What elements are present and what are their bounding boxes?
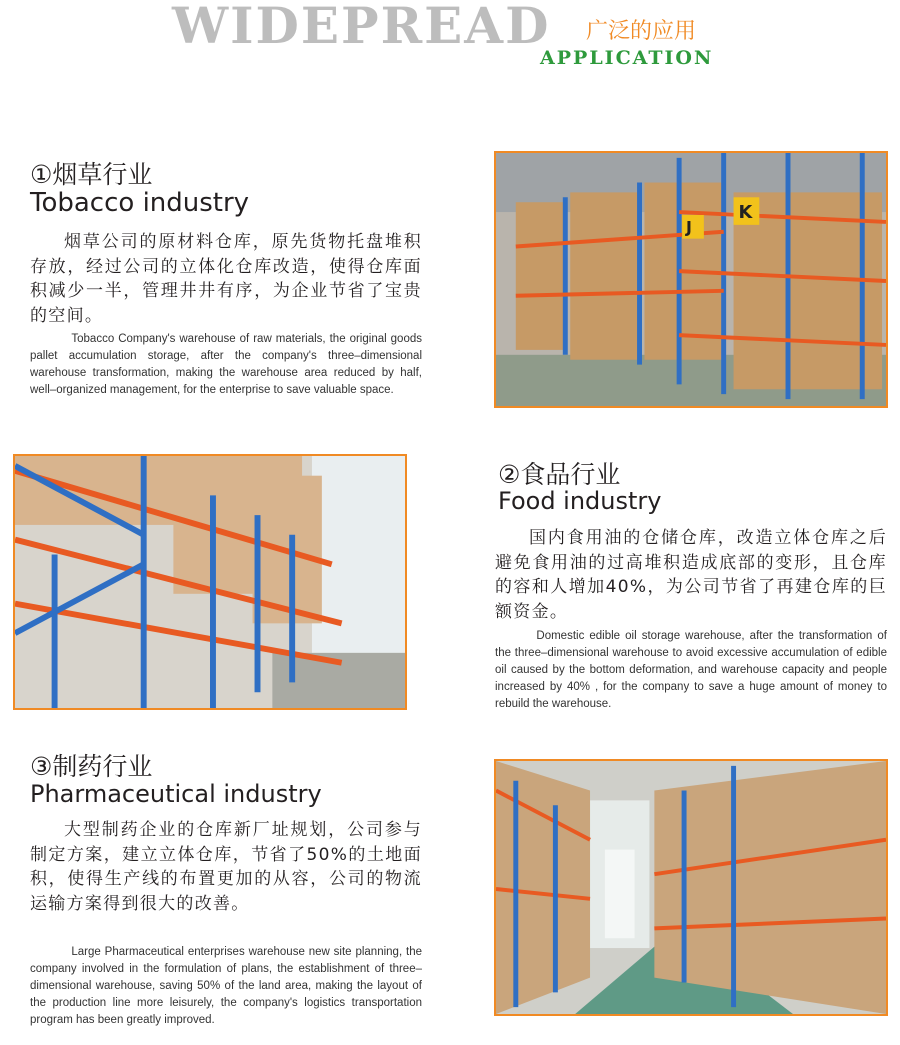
section-title-cn: ①烟草行业 <box>30 160 153 189</box>
section-title-en: Pharmaceutical industry <box>30 780 322 808</box>
section-body-en: Tobacco Company's warehouse of raw materials, the original goods pallet accumulation storage, after the company's three–dimensional warehouse transformation, making the warehouse area reduced by half, well–organized management, for the enterprise to save valuable space. <box>30 333 422 396</box>
section-body-cn: 国内食用油的仓储仓库，改造立体仓库之后避免食用油的过高堆积造成底部的变形，且仓库的容和人增加40%，为公司节省了再建仓库的巨额资金。 <box>495 528 887 622</box>
pharmaceutical-warehouse-photo <box>494 759 888 1016</box>
sign-j: J <box>686 217 692 237</box>
section-title-en: Food industry <box>498 487 662 515</box>
application-title-en: APPLICATION <box>540 47 714 69</box>
section-body-cn: 烟草公司的原材料仓库，原先货物托盘堆积存放，经过公司的立体化仓库改造，使得仓库面积减少一半，管理井井有序，为企业节省了宝贵的空间。 <box>30 232 422 326</box>
section-title-en: Tobacco industry <box>30 188 250 218</box>
section-title-cn: ③制药行业 <box>30 752 153 781</box>
application-title-cn: 广泛的应用 <box>586 19 697 44</box>
tobacco-warehouse-photo <box>494 151 888 408</box>
section-body-en: Large Pharmaceutical enterprises warehouse new site planning, the company involved in the formulation of plans, the establishment of three–dimensional warehouse, saving 50% of the land area, making the layout of the production line more leisurely, the company's logistics transportation program has been greatly improved. <box>30 946 422 1026</box>
sign-k: K <box>738 203 753 223</box>
brand-title: WIDEPREAD <box>172 0 551 55</box>
food-warehouse-photo <box>13 454 407 710</box>
section-body-cn: 大型制药企业的仓库新厂址规划，公司参与制定方案，建立立体仓库，节省了50%的土地面积，使得生产线的布置更加的从容，公司的物流运输方案得到很大的改善。 <box>30 820 422 914</box>
section-title-cn: ②食品行业 <box>498 460 621 489</box>
section-body-en: Domestic edible oil storage warehouse, after the transformation of the three–dimensional warehouse to avoid excessive accumulation of edible oil caused by the bottom deformation, and warehouse capacity and people increased by 40% , for the company to save a huge amount of money to rebuild the warehouse. <box>495 630 887 710</box>
